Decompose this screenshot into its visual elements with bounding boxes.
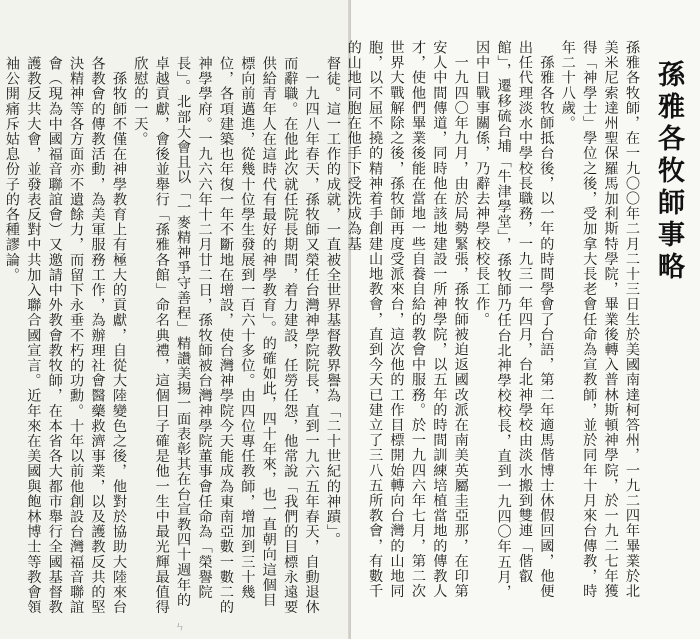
left-page-body: 督徒。這一工作的成就，一直被全世界基督教界譽為「二十世紀的神蹟」。 一九四八年春天，孫牧師又榮任台灣神學院院長，直到一九六五年春天，自動退休而辭職。在他此次就任院長期間，着力建設，任勞任怨，他常說「我們的目標永遠要供給青年人在這時代有最好的神學教育」。的確如此，四十年來，也一直朝向這個目標向前邁進，從幾十位學生發展到一百六十多位。由四位專任教師，增加到三十幾位，各項建築也年復一年不斷地在增設，使台灣神學院今天能成為東南亞數一數二的神學學府。一九六六年十二月廿二日，孫牧師被台灣神學院董事會任命為「榮譽院長」。北部大會且以「一麥精神爭守善程」精讚美揚一面表彰其在台宣教四十週年的卓越貢獻，會後並舉行「孫雅各館」命名典禮，這個日子確是他一生中最光輝最值得欣慰的一天。 孫牧師不僅在神學教育上有極大的貢獻，自從大陸變色之後，他對於協助大陸來台各教會的傳教活動，為美軍服務工作，為辦理社會醫藥救濟事業，以及護教反共的堅決精神等各方面亦不遺餘力，而留下永垂不朽的功勳。十年以前他創設台灣福音聯誼會（現為中國福音聯誼會）又邀請中外教會教牧師，在本省各大都市舉行全國基督教護教反共大會，並發表反對中共加入聯合國宣言。近年來在美國與飽林博士等教會領袖公開痛斥姑息份子的各種謬論。 bbox=[3, 56, 341, 615]
right-page-body: 孫雅各牧師，在一九〇〇年二月二十三日生於美國南達柯答州，一九二四年畢業於北美米尼索達州聖保羅馬加利斯特學院，畢業後轉入普林斯頓神學院，於一九二七年獲得「神學士」學位之後，受加拿大長老會任命為宣教師，並於同年十月來台傳教，時年二十八歲。 孫雅各牧師抵台後，以一年的時間學會了台語，第二年適馬偕博士休假回國，他便出任代理淡水中學校長職務，一九三一年四月，台北神學校由淡水搬到雙連「偕叡館」，遷移硫台埔「牛津學堂」，孫牧師乃任台北神學校校長，直到一九四〇年五月，因中日戰事關係，乃辭去神學校校長工作。 一九四〇年九月，由於局勢緊張，孫牧師被迫返國改派在南美英屬圭亞那，在印第安人中間傳道，同時他在該地建設一所神學院，以五年的時間訓練培植當地的傳教人才，使他們畢業後能在當地一些自養自給的教會中服務。於一九四六年七月，第二次世界大戰解除之後，孫牧師再度受派來台，這次他的工作目標開始轉向台灣的山地同胞，以不屈不撓的精神着手創建山地教會，直到今天已建立了三八五所教會，有數千的山地同胞在他手下受洗成為基 bbox=[345, 40, 640, 600]
page-crease-mark: ㄣ bbox=[175, 622, 185, 633]
article-title: 孫雅各牧師事略 bbox=[653, 60, 684, 284]
right-page bbox=[345, 0, 700, 639]
